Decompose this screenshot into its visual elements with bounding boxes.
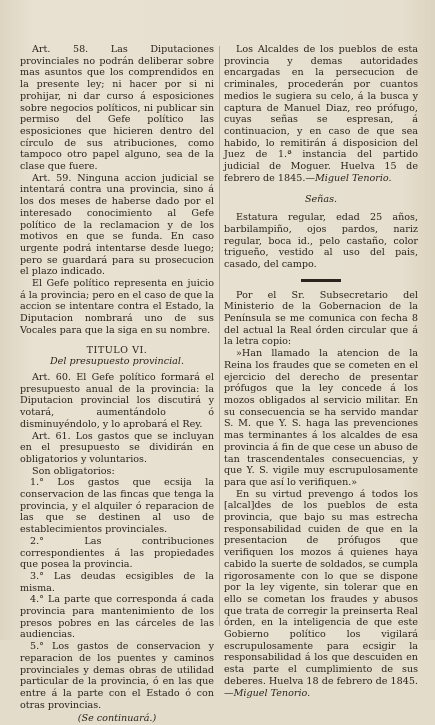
ministerio-paragraph: Por el Sr. Subsecretario del Ministerio de la Gobernacion de la Península se me comunica con fecha 8 del actual la Real órden circular que á la letra copio: — [224, 289, 418, 348]
column-divider — [219, 46, 220, 626]
signature: —Miguel Tenorio. — [224, 687, 311, 699]
gefe-politico-paragraph: El Gefe político representa en juicio á la provincia; pero en el caso de que la accion se intentare contra el Estado, la Diputacion nombrará uno de sus Vocales para que la siga en su nombre. — [20, 278, 214, 336]
senas-title: Señas. — [304, 194, 338, 206]
article-59: Art. 59. Ninguna accion judicial se intentará contra una provincia, sino á los dos meses de haberse dado por el interesado conocimiento al Gefe político de la reclamacion y de los motivos en que se funda. En caso urgente podrá intentarse desde luego; pero se guardará para su prosecucion el plazo indicado. — [20, 172, 214, 278]
list-item: 3.° Las deudas ecsigibles de la misma. — [20, 570, 214, 594]
list-item: 4.° La parte que corresponda á cada provincia para mantenimiento de los presos pobres en las cárceles de las audiencias. — [20, 594, 214, 641]
article-60: Art. 60. El Gefe político formará el presupuesto anual de la provincia: la Diputacion provincial los discutirá y votará, aumentándolo ó disminuyéndolo, y lo aprobará el Rey. — [20, 371, 214, 430]
article-58: Art. 58. Las Diputaciones provinciales no podrán deliberar sobre mas asuntos que los comprendidos en la presente ley; ni hacer por si ni prohijar, ni dar curso á esposiciones sobre negocios políticos, ni publicar sin permiso del Gefe político las esposiciones que hicieren dentro del círculo de sus atribuciones, como tampoco otro papel alguno, sea de la clase que fuere. — [20, 44, 214, 173]
continued-note: (Se continuará.) — [77, 713, 157, 725]
alcaldes-text: Los Alcaldes de los pueblos de esta provincia y demas autoridades encargadas en la persecucion de criminales, procederán por cuantos medios le sugiera su celo, á la busca y captura de Manuel Diaz, reo prófugo, cuyas señas se espresan, á continuacion, y en caso de que sea habido, lo remitirán á disposicion del Juez de 1.ª instancia del partido judicial de Moguer. Huelva 15 de febrero de 1845. — [224, 44, 418, 184]
obligatorios-label: Son obligatorios: — [32, 465, 115, 477]
list-item: 2.° Las contribuciones correspondientes á las propiedades que posea la provincia. — [20, 535, 214, 571]
list-item: 1.° Los gastos que ecsija la conservacion de las fincas que tenga la provincia, y el alquiler ó reparacion de las que se destinen al uso de establecimientos provinciales. — [20, 477, 214, 536]
signature: —Miguel Tenorio. — [305, 172, 392, 184]
section-title: TITULO VI. — [86, 344, 148, 356]
quote-paragraph: »Han llamado la atencion de la Reina los fraudes que se cometen en el ejercicio del derecho de presentar prófugos que la ley concede á los mozos obligados al servicio militar. En su consecuencia se ha servido mandar S. M. que Y. S. haga las prevenciones mas terminantes á los alcaldes de esa provincia á fin de que cese un abuso de tan trascendentales consecuencias, y que Y. S. vigile muy escrupulosamente para que así lo verifiquen.» — [224, 348, 418, 488]
left-column — [20, 44, 214, 725]
senas-text: Estatura regular, edad 25 años, barbilampiño, ojos pardos, nariz regular, boca id., pelo castaño, color trigueño, vestido al uso del pais, casado, del campo. — [224, 212, 418, 270]
separator-rule — [301, 279, 341, 282]
alcaldes-paragraph — [224, 44, 418, 184]
right-column — [224, 44, 418, 699]
list-item: 5.° Los gastos de conservacion y reparacion de los puentes y caminos provinciales y demas obras de utilidad particular de la provincia, ó en las que entre á la parte con el Estado ó con otras provincias. — [20, 641, 214, 711]
article-61: Art. 61. Los gastos que se incluyan en el presupuesto se dividirán en obligatorios y voluntarios. — [20, 430, 214, 465]
virtud-paragraph — [224, 489, 418, 700]
virtud-text: En su virtud prevengo á todos los [alcal]des de los pueblos de esta provincia, que bajo su mas estrecha responsabilidad cuiden de que en la presentacion de prófugos que verifiquen los mozos á quienes haya cabido la suerte de soldados, se cumpla rigorosamente con lo que se dispone por la ley vigente, sin tolerar que en ello se cometan los fraudes y abusos que trata de corregir la preinserta Real órden, en la inteligencia de que este Gobierno político los vigilará escrupulosamente para ecsigir la responsabilidad á los que descuiden en esta parte el cumplimiento de sus deberes. Huelva 18 de febrero de 1845. — [224, 488, 418, 687]
section-subtitle: Del presupuesto provincial. — [49, 356, 185, 368]
